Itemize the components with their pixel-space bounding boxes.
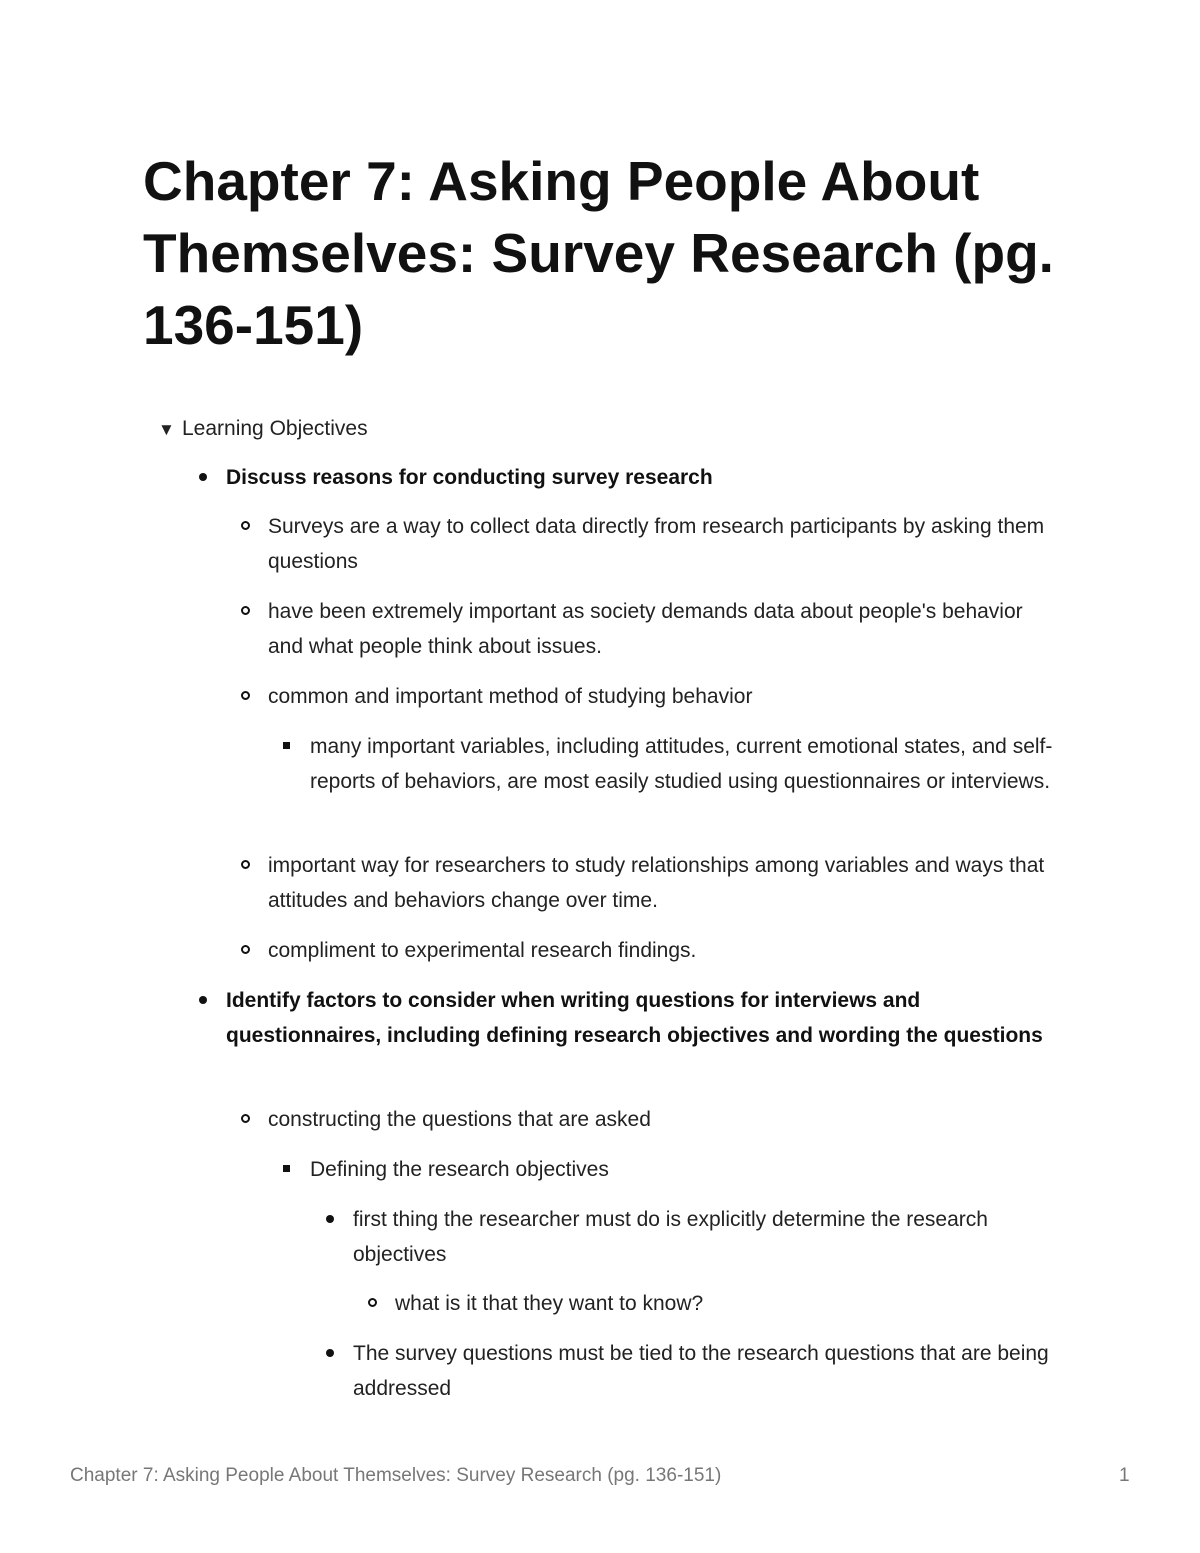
list-item: Identify factors to consider when writing questions for interviews and questionnaires, including defining research objectives and wording the questions	[226, 983, 1056, 1053]
list-item: many important variables, including attitudes, current emotional states, and self-reports of behaviors, are most easily studied using questionnaires or interviews.	[310, 729, 1060, 799]
list-item: constructing the questions that are asked	[268, 1102, 1058, 1137]
bullet-disc-icon	[199, 473, 207, 481]
toggle-label: Learning Objectives	[182, 417, 368, 440]
learning-objectives-toggle[interactable]	[158, 414, 368, 445]
bullet-circle-icon	[241, 1114, 250, 1123]
bullet-circle-icon	[241, 691, 250, 700]
bullet-circle-icon	[368, 1298, 377, 1307]
list-item: important way for researchers to study relationships among variables and ways that attitudes and behaviors change over time.	[268, 848, 1058, 918]
bullet-square-icon	[283, 1165, 290, 1172]
page-number: 1	[1119, 1465, 1130, 1486]
page-title: Chapter 7: Asking People About Themselves: Survey Research (pg. 136-151)	[143, 150, 1054, 356]
toggle-triangle-icon[interactable]: ▼	[158, 420, 175, 439]
bullet-disc-icon	[326, 1349, 334, 1357]
bullet-circle-icon	[241, 606, 250, 615]
bullet-disc-icon	[199, 996, 207, 1004]
bullet-circle-icon	[241, 860, 250, 869]
list-item: what is it that they want to know?	[395, 1286, 1055, 1321]
footer-title: Chapter 7: Asking People About Themselves: Survey Research (pg. 136-151)	[70, 1465, 722, 1486]
list-item: The survey questions must be tied to the research questions that are being addressed	[353, 1336, 1053, 1406]
bullet-circle-icon	[241, 945, 250, 954]
bullet-disc-icon	[326, 1215, 334, 1223]
list-item: common and important method of studying behavior	[268, 679, 1058, 714]
list-item: Surveys are a way to collect data directly from research participants by asking them questions	[268, 509, 1058, 579]
bullet-square-icon	[283, 742, 290, 749]
list-item: Defining the research objectives	[310, 1152, 1060, 1187]
list-item: Discuss reasons for conducting survey research	[226, 460, 1086, 495]
list-item: have been extremely important as society demands data about people's behavior and what people think about issues.	[268, 594, 1058, 664]
list-item: compliment to experimental research findings.	[268, 933, 1058, 968]
list-item: first thing the researcher must do is explicitly determine the research objectives	[353, 1202, 993, 1272]
bullet-circle-icon	[241, 521, 250, 530]
